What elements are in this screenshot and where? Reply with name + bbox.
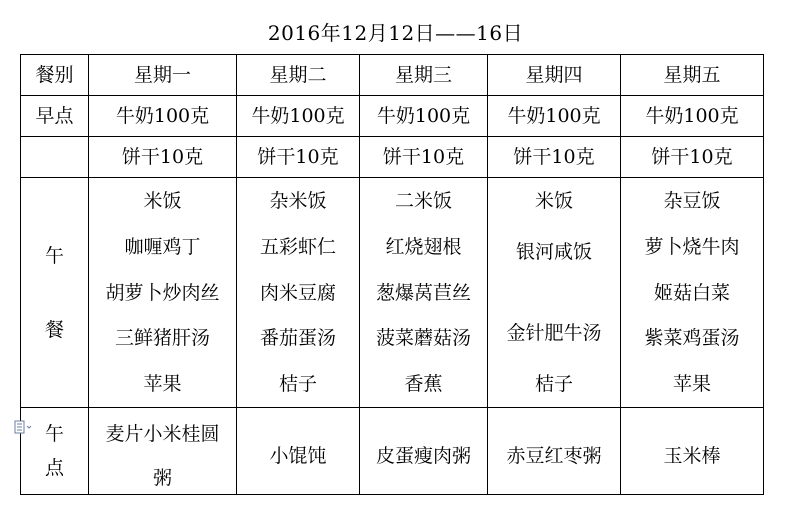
breakfast-row — [21, 96, 764, 137]
dish: 粥 — [152, 466, 172, 489]
lunch-cell-tue — [237, 178, 360, 408]
snack-cell-wed — [360, 408, 488, 495]
menu-cell: 牛奶100克 — [89, 96, 237, 137]
snack-cell-tue — [237, 408, 360, 495]
dish: 五彩虾仁 — [259, 235, 336, 258]
menu-table — [20, 54, 764, 495]
menu-cell: 饼干10克 — [621, 137, 764, 178]
document-icon — [14, 420, 34, 434]
snack-label-char: 点 — [44, 457, 64, 479]
lunch-row — [21, 178, 764, 408]
header-cell: 餐别 — [21, 55, 89, 96]
menu-cell: 牛奶100克 — [360, 96, 488, 137]
dish: 菠菜蘑菇汤 — [375, 327, 471, 350]
lunch-label-char: 午 — [44, 244, 64, 267]
dish: 番茄蛋汤 — [259, 327, 336, 350]
dish: 米饭 — [143, 190, 182, 212]
lunch-cell-fri — [621, 178, 764, 408]
lunch-cell-thu — [488, 178, 621, 408]
dish: 金针肥牛汤 — [506, 321, 602, 344]
dish: 肉米豆腐 — [259, 281, 336, 304]
menu-cell: 饼干10克 — [237, 137, 360, 178]
dish: 姬菇白菜 — [653, 281, 730, 304]
menu-cell: 饼干10克 — [360, 137, 488, 178]
menu-cell: 牛奶100克 — [237, 96, 360, 137]
snack-cell-fri — [621, 408, 764, 495]
dish: 苹果 — [672, 373, 711, 395]
header-cell: 星期四 — [488, 55, 621, 96]
dish: 玉米棒 — [663, 444, 721, 467]
menu-cell: 牛奶100克 — [621, 96, 764, 137]
header-row — [21, 55, 764, 96]
dish: 皮蛋瘦肉粥 — [375, 444, 471, 467]
snack-cell-mon — [89, 408, 237, 495]
meal-label-breakfast: 早点 — [21, 96, 89, 137]
header-cell: 星期五 — [621, 55, 764, 96]
lunch-cell-mon — [89, 178, 237, 408]
snack-label-char: 午 — [44, 423, 64, 445]
dish: 苹果 — [143, 373, 182, 395]
dish: 胡萝卜炒肉丝 — [105, 281, 220, 304]
menu-cell: 饼干10克 — [488, 137, 621, 178]
dish: 杂米饭 — [269, 190, 327, 212]
dish: 三鲜猪肝汤 — [114, 327, 210, 350]
dish: 咖喱鸡丁 — [124, 235, 201, 258]
dish: 红烧翅根 — [385, 235, 462, 258]
snack-row — [21, 408, 764, 495]
dish: 小馄饨 — [269, 444, 327, 467]
lunch-label-char: 餐 — [44, 318, 64, 341]
page-title: 2016年12月12日——16日 — [267, 21, 524, 45]
dish: 米饭 — [534, 190, 573, 212]
dish: 赤豆红枣粥 — [506, 444, 602, 467]
dish: 葱爆莴苣丝 — [375, 281, 471, 304]
snack-cell-thu — [488, 408, 621, 495]
header-cell: 星期二 — [237, 55, 360, 96]
dish: 二米饭 — [394, 190, 452, 212]
dish: 桔子 — [534, 373, 573, 395]
lunch-cell-wed — [360, 178, 488, 408]
dish: 萝卜烧牛肉 — [644, 235, 740, 258]
meal-label-lunch — [21, 178, 89, 408]
dish: 银河咸饭 — [515, 241, 592, 264]
breakfast-row-2 — [21, 137, 764, 178]
header-cell: 星期三 — [360, 55, 488, 96]
dish: 桔子 — [278, 373, 317, 395]
header-cell: 星期一 — [89, 55, 237, 96]
dish: 香蕉 — [404, 373, 443, 395]
empty-cell — [21, 137, 89, 178]
dish: 杂豆饭 — [663, 190, 721, 212]
dish: 紫菜鸡蛋汤 — [644, 327, 740, 350]
dish: 麦片小米桂圆 — [105, 422, 220, 445]
menu-cell: 牛奶100克 — [488, 96, 621, 137]
menu-cell: 饼干10克 — [89, 137, 237, 178]
